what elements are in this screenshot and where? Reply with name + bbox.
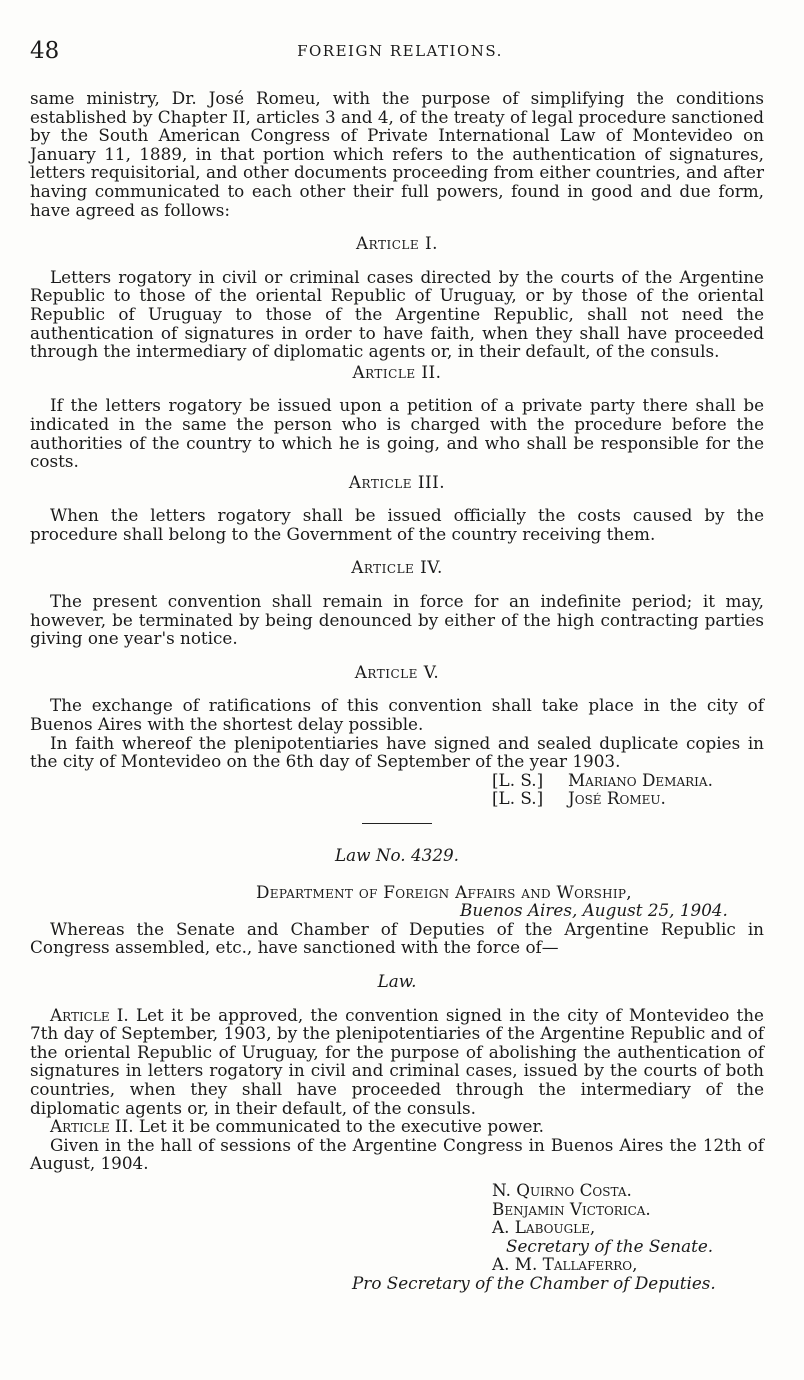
article-1-heading: Article I.	[356, 233, 438, 254]
article-2-text: If the letters rogatory be issued upon a petition of a private party there shall be indicated in the same the person who is charged with the procedure before the authorities of the country to which he is going, and who shall be responsible for the costs.	[30, 395, 764, 472]
article-5-heading: Article V.	[354, 661, 440, 682]
article-4-heading: Article IV.	[351, 557, 443, 578]
law-signatory-4: A. M. Tallaferro,	[492, 1254, 638, 1275]
dateline: Buenos Aires, August 25, 1904.	[460, 900, 728, 921]
law-signatory-1: N. Quirno Costa.	[492, 1179, 632, 1200]
article-4-text: The present convention shall remain in force for an indefinite period; it may, however, be terminated by being denounced by either of the high contracting parties giving one year's notice.	[30, 591, 764, 649]
running-head: FOREIGN RELATIONS.	[297, 42, 503, 60]
law-signatory-2: Benjamin Victorica.	[492, 1198, 651, 1219]
department-line: Department of Foreign Affairs and Worship,	[256, 881, 632, 902]
section-divider	[362, 823, 432, 824]
law-title: Law No. 4329.	[334, 845, 460, 865]
given-paragraph: Given in the hall of sessions of the Argentine Congress in Buenos Aires the 12th of August, 1904.	[30, 1134, 764, 1174]
law-article-2	[30, 1117, 764, 1136]
article-3-text: When the letters rogatory shall be issued officially the costs caused by the procedure shall belong to the Government of the country receiving them.	[30, 505, 764, 544]
signatory-row	[30, 771, 764, 790]
article-1-text: Letters rogatory in civil or criminal cases directed by the courts of the Argentine Republic to those of the oriental Republic of Uruguay, or by those of the oriental Republic of Uruguay to those of the Argentine Republic, shall not need the authentication of signatures in order to have faith, when they shall have proceeded through the intermediary of diplomatic agents or, in their default, of the consuls.	[30, 266, 764, 362]
seal-mark: [L. S.]	[492, 769, 544, 790]
page-number: 48	[30, 38, 60, 64]
whereas-paragraph: Whereas the Senate and Chamber of Deputies of the Argentine Republic in Congress assembled, etc., have sanctioned with the force of—	[30, 918, 764, 958]
page-body	[30, 89, 764, 1292]
signatory-name: José Romeu.	[568, 788, 666, 809]
law-heading: Law.	[377, 970, 417, 991]
article-3-heading: Article III.	[348, 471, 446, 492]
law-article-2-label: Article II.	[50, 1116, 134, 1137]
law-article-1-label: Article I.	[50, 1004, 129, 1025]
signatory-row	[30, 789, 764, 808]
law-article-2-text: Let it be communicated to the executive power.	[133, 1116, 544, 1137]
law-signatory-3: A. Labougle,	[492, 1217, 596, 1238]
signatory-name: Mariano Demaria.	[568, 769, 713, 790]
law-signatory-3-title: Secretary of the Senate.	[506, 1235, 714, 1256]
in-faith-paragraph: In faith whereof the plenipotentiaries have signed and sealed duplicate copies in the city of Montevideo on the 6th day of September of the year 1903.	[30, 732, 764, 772]
page-header	[30, 38, 770, 68]
article-5-text: The exchange of ratifications of this convention shall take place in the city of Buenos Aires with the shortest delay possible.	[30, 695, 764, 735]
law-signatory-4-title: Pro Secretary of the Chamber of Deputies.	[352, 1272, 716, 1293]
intro-paragraph: same ministry, Dr. José Romeu, with the purpose of simplifying the conditions established by Chapter II, articles 3 and 4, of the treaty of legal procedure sanctioned by the South American Congress of Private International Law of Montevideo on January 11, 1889, in that portion which refers to the authentication of signatures, letters requisitorial, and other documents proceeding from either countries, and after having communicated to each other their full powers, found in good and due form, have agreed as follows:	[30, 88, 764, 220]
law-article-1-text: Let it be approved, the convention signed in the city of Montevideo the 7th day of September, 1903, by the plenipotentiaries of the Argentine Republic and of the oriental Republic of Uruguay, for the purpose of abolishing the authentication of signatures in letters rogatory in civil and criminal cases, issued by the courts of both countries, when they shall have proceeded through the intermediary of the diplomatic agents or, in their default, of the consuls.	[30, 1004, 764, 1118]
article-2-heading: Article II.	[352, 361, 442, 382]
seal-mark: [L. S.]	[492, 788, 544, 809]
law-article-1	[30, 1006, 764, 1118]
